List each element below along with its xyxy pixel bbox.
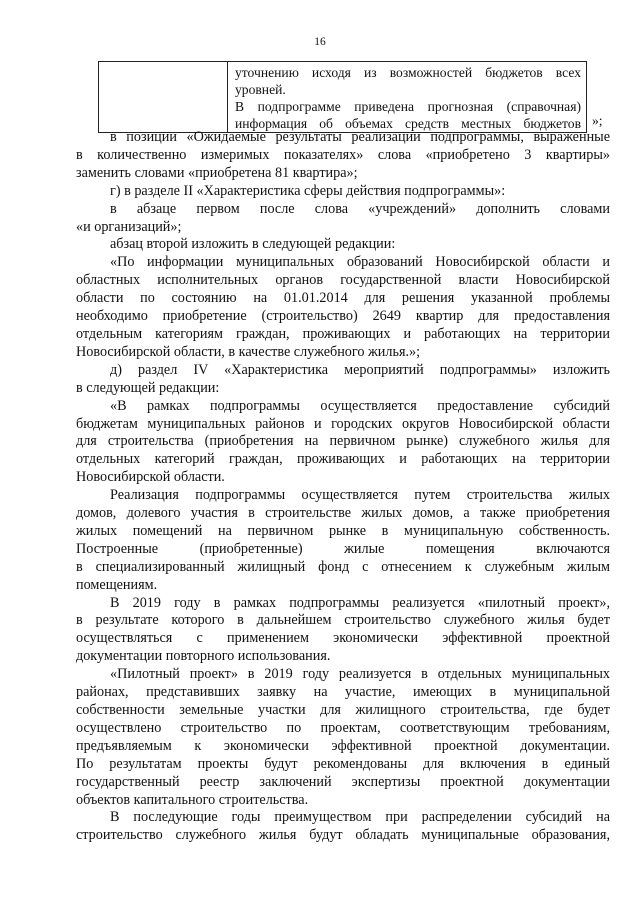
text-line: Построенные (приобретенные) жилые помещения включаются	[76, 540, 610, 557]
text-line: осуществляться с применением экономически эффективной проектной	[76, 630, 610, 647]
paragraph	[76, 398, 610, 488]
text-line: Новосибирской области.	[76, 469, 225, 486]
text-line: «и организаций»;	[76, 218, 182, 235]
table-line: уточнению исходя из возможностей бюджетов всех	[235, 65, 581, 80]
text-line: В последующие годы преимуществом при распределении субсидий на	[110, 809, 610, 826]
paragraph	[76, 201, 610, 237]
text-line: собственности земельные участки для жилищного строительства, где будет	[76, 702, 610, 718]
paragraph	[76, 183, 610, 201]
text-line: В 2019 году в рамках подпрограммы реализуется «пилотный проект»,	[110, 594, 610, 611]
text-line: районах, представивших заявку на участие, имеющих в муниципальной	[76, 684, 610, 701]
text-line: в абзаце первом после слова «учреждений» дополнить словами	[110, 200, 610, 217]
text-line: областных исполнительных органов государственной власти Новосибирской	[76, 272, 610, 289]
paragraph	[76, 666, 610, 809]
text-line: в специализированный жилищный фонд с отнесением к служебным жилым	[76, 558, 610, 575]
document-body	[76, 129, 610, 845]
text-line: д) раздел IV «Характеристика мероприятий подпрограммы» изложить	[110, 361, 610, 378]
paragraph	[76, 129, 610, 183]
text-line: в следующей редакции:	[76, 379, 220, 396]
text-line: осуществлено строительство по проектам, соответствующим требованиям,	[76, 719, 610, 736]
text-line: «По информации муниципальных образований Новосибирской области и	[110, 254, 610, 271]
paragraph	[76, 362, 610, 398]
text-line: По результатам проекты будут рекомендованы для включения в единый	[76, 755, 610, 772]
text-line: строительство служебного жилья будут обладать муниципальные образования,	[76, 827, 610, 844]
paragraph	[76, 487, 610, 594]
table-fragment	[98, 61, 587, 133]
text-line: объектов капитального строительства.	[76, 791, 309, 808]
text-line: в количественно измеримых показателях» слова «приобретено 3 квартиры»	[76, 146, 610, 163]
paragraph	[76, 809, 610, 845]
paragraph	[76, 254, 610, 361]
table-line: уровней.	[235, 82, 286, 97]
text-line: отдельным категориям граждан, проживающих и работающих на территории	[76, 325, 610, 342]
text-line: отдельных категорий граждан, проживающих и работающих на территории	[76, 451, 610, 468]
table-right-cell	[228, 62, 587, 133]
text-line: Новосибирской области, в качестве служебного жилья.»;	[76, 343, 421, 360]
text-line: в результате которого в дальнейшем строительство служебного жилья будет	[76, 612, 610, 629]
text-line: «Пилотный проект» в 2019 году реализуется в отдельных муниципальных	[110, 666, 610, 683]
page-number: 16	[314, 36, 326, 48]
table-left-cell	[99, 62, 228, 133]
text-line: документации повторного использования.	[76, 648, 331, 665]
text-line: жилых помещений на первичном рынке в муниципальную собственность.	[76, 522, 610, 539]
text-line: абзац второй изложить в следующей редакции:	[110, 236, 396, 253]
text-line: г) в разделе II «Характеристика сферы действия подпрограммы»:	[110, 182, 506, 199]
text-line: необходимо приобретение (строительство) 2649 квартир для предоставления	[76, 308, 610, 325]
text-line: области по состоянию на 01.01.2014 для решения указанной проблемы	[76, 290, 610, 307]
text-line: для строительства (приобретения на первичном рынке) служебного жилья для	[76, 433, 610, 450]
text-line: Реализация подпрограммы осуществляется путем строительства жилых	[110, 487, 610, 504]
text-line: бюджетам муниципальных районов и городских округов Новосибирской области	[76, 415, 610, 432]
table-line: В подпрограмме приведена прогнозная (справочная)	[235, 99, 581, 114]
table-closing-quote: »;	[592, 113, 603, 128]
table-line: информация об объемах средств местных бюджетов	[235, 116, 581, 131]
paragraph	[76, 236, 610, 254]
text-line: помещениям.	[76, 576, 158, 593]
text-line: государственный реестр заключений экспертизы проектной документации	[76, 773, 610, 790]
paragraph	[76, 595, 610, 667]
text-line: предъявляемым к экономически эффективной проектной документации.	[76, 737, 610, 754]
text-line: домов, долевого участия в строительстве жилых домов, а также приобретения	[76, 505, 610, 522]
text-line: «В рамках подпрограммы осуществляется предоставление субсидий	[110, 397, 610, 414]
text-line: в позиции «Ожидаемые результаты реализации подпрограммы, выраженные	[110, 129, 610, 145]
text-line: заменить словами «приобретена 81 квартира»;	[76, 164, 358, 181]
